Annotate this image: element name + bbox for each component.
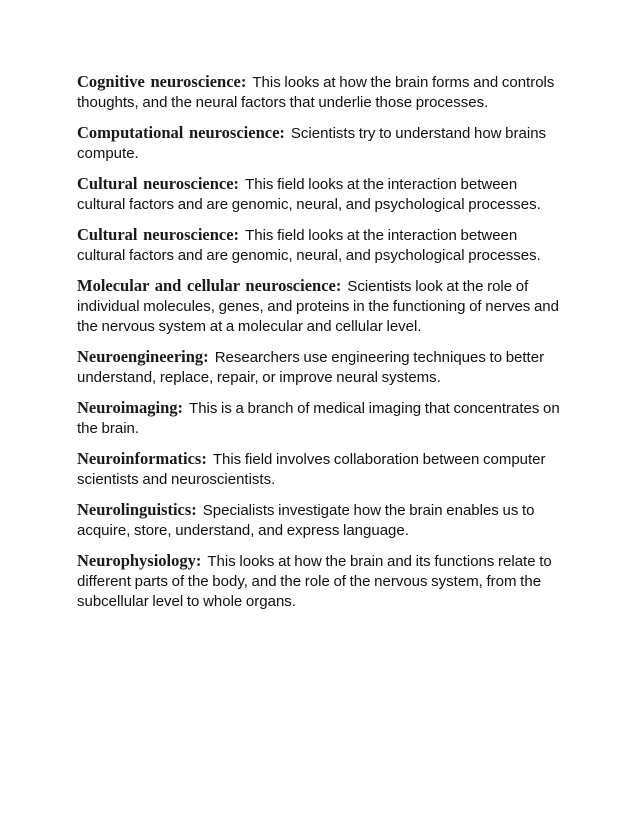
entry-term: Neurolinguistics: [77, 500, 197, 519]
entry-definition: This looks at how the brain forms and controls thoughts, and the neural factors that underlie those processes. [77, 74, 555, 111]
document-body [77, 72, 567, 622]
entry-definition: This field involves collaboration between computer scientists and neuroscientists. [77, 451, 546, 488]
entry-term: Molecular and cellular neuroscience: [77, 276, 342, 295]
entry-neurolinguistics [77, 500, 567, 541]
entry-term: Cultural neuroscience: [77, 225, 240, 244]
entry-term: Computational neuroscience: [77, 123, 285, 142]
entry-definition: Specialists investigate how the brain enables us to acquire, store, understand, and express language. [77, 502, 535, 539]
entry-definition: Scientists look at the role of individual molecules, genes, and proteins in the functioning of nerves and the nervous system at a molecular and cellular level. [77, 278, 559, 335]
entry-definition: This is a branch of medical imaging that concentrates on the brain. [77, 400, 560, 437]
entry-cultural-neuroscience [77, 174, 567, 215]
entry-definition: Researchers use engineering techniques to better understand, replace, repair, or improve neural systems. [77, 349, 545, 386]
entry-neuroengineering [77, 347, 567, 388]
entry-term: Cognitive neuroscience: [77, 72, 247, 91]
entry-cultural-neuroscience-repeat [77, 225, 567, 266]
entry-term: Neuroengineering: [77, 347, 209, 366]
entry-term: Cultural neuroscience: [77, 174, 240, 193]
entry-term: Neurophysiology: [77, 551, 202, 570]
entry-definition: Scientists try to understand how brains compute. [77, 125, 547, 162]
entry-term: Neuroimaging: [77, 398, 184, 417]
entry-definition: This field looks at the interaction between cultural factors and are genomic, neural, and psychological processes. [77, 227, 541, 264]
entry-term: Neuroinformatics: [77, 449, 207, 468]
entry-neurophysiology [77, 551, 567, 612]
entry-cognitive-neuroscience [77, 72, 567, 113]
entry-neuroimaging [77, 398, 567, 439]
entry-neuroinformatics [77, 449, 567, 490]
entry-computational-neuroscience [77, 123, 567, 164]
entry-definition: This field looks at the interaction between cultural factors and are genomic, neural, and psychological processes. [77, 176, 541, 213]
entry-molecular-cellular-neuroscience [77, 276, 567, 337]
entry-definition: This looks at how the brain and its functions relate to different parts of the body, and the role of the nervous system, from the subcellular level to whole organs. [77, 553, 552, 610]
